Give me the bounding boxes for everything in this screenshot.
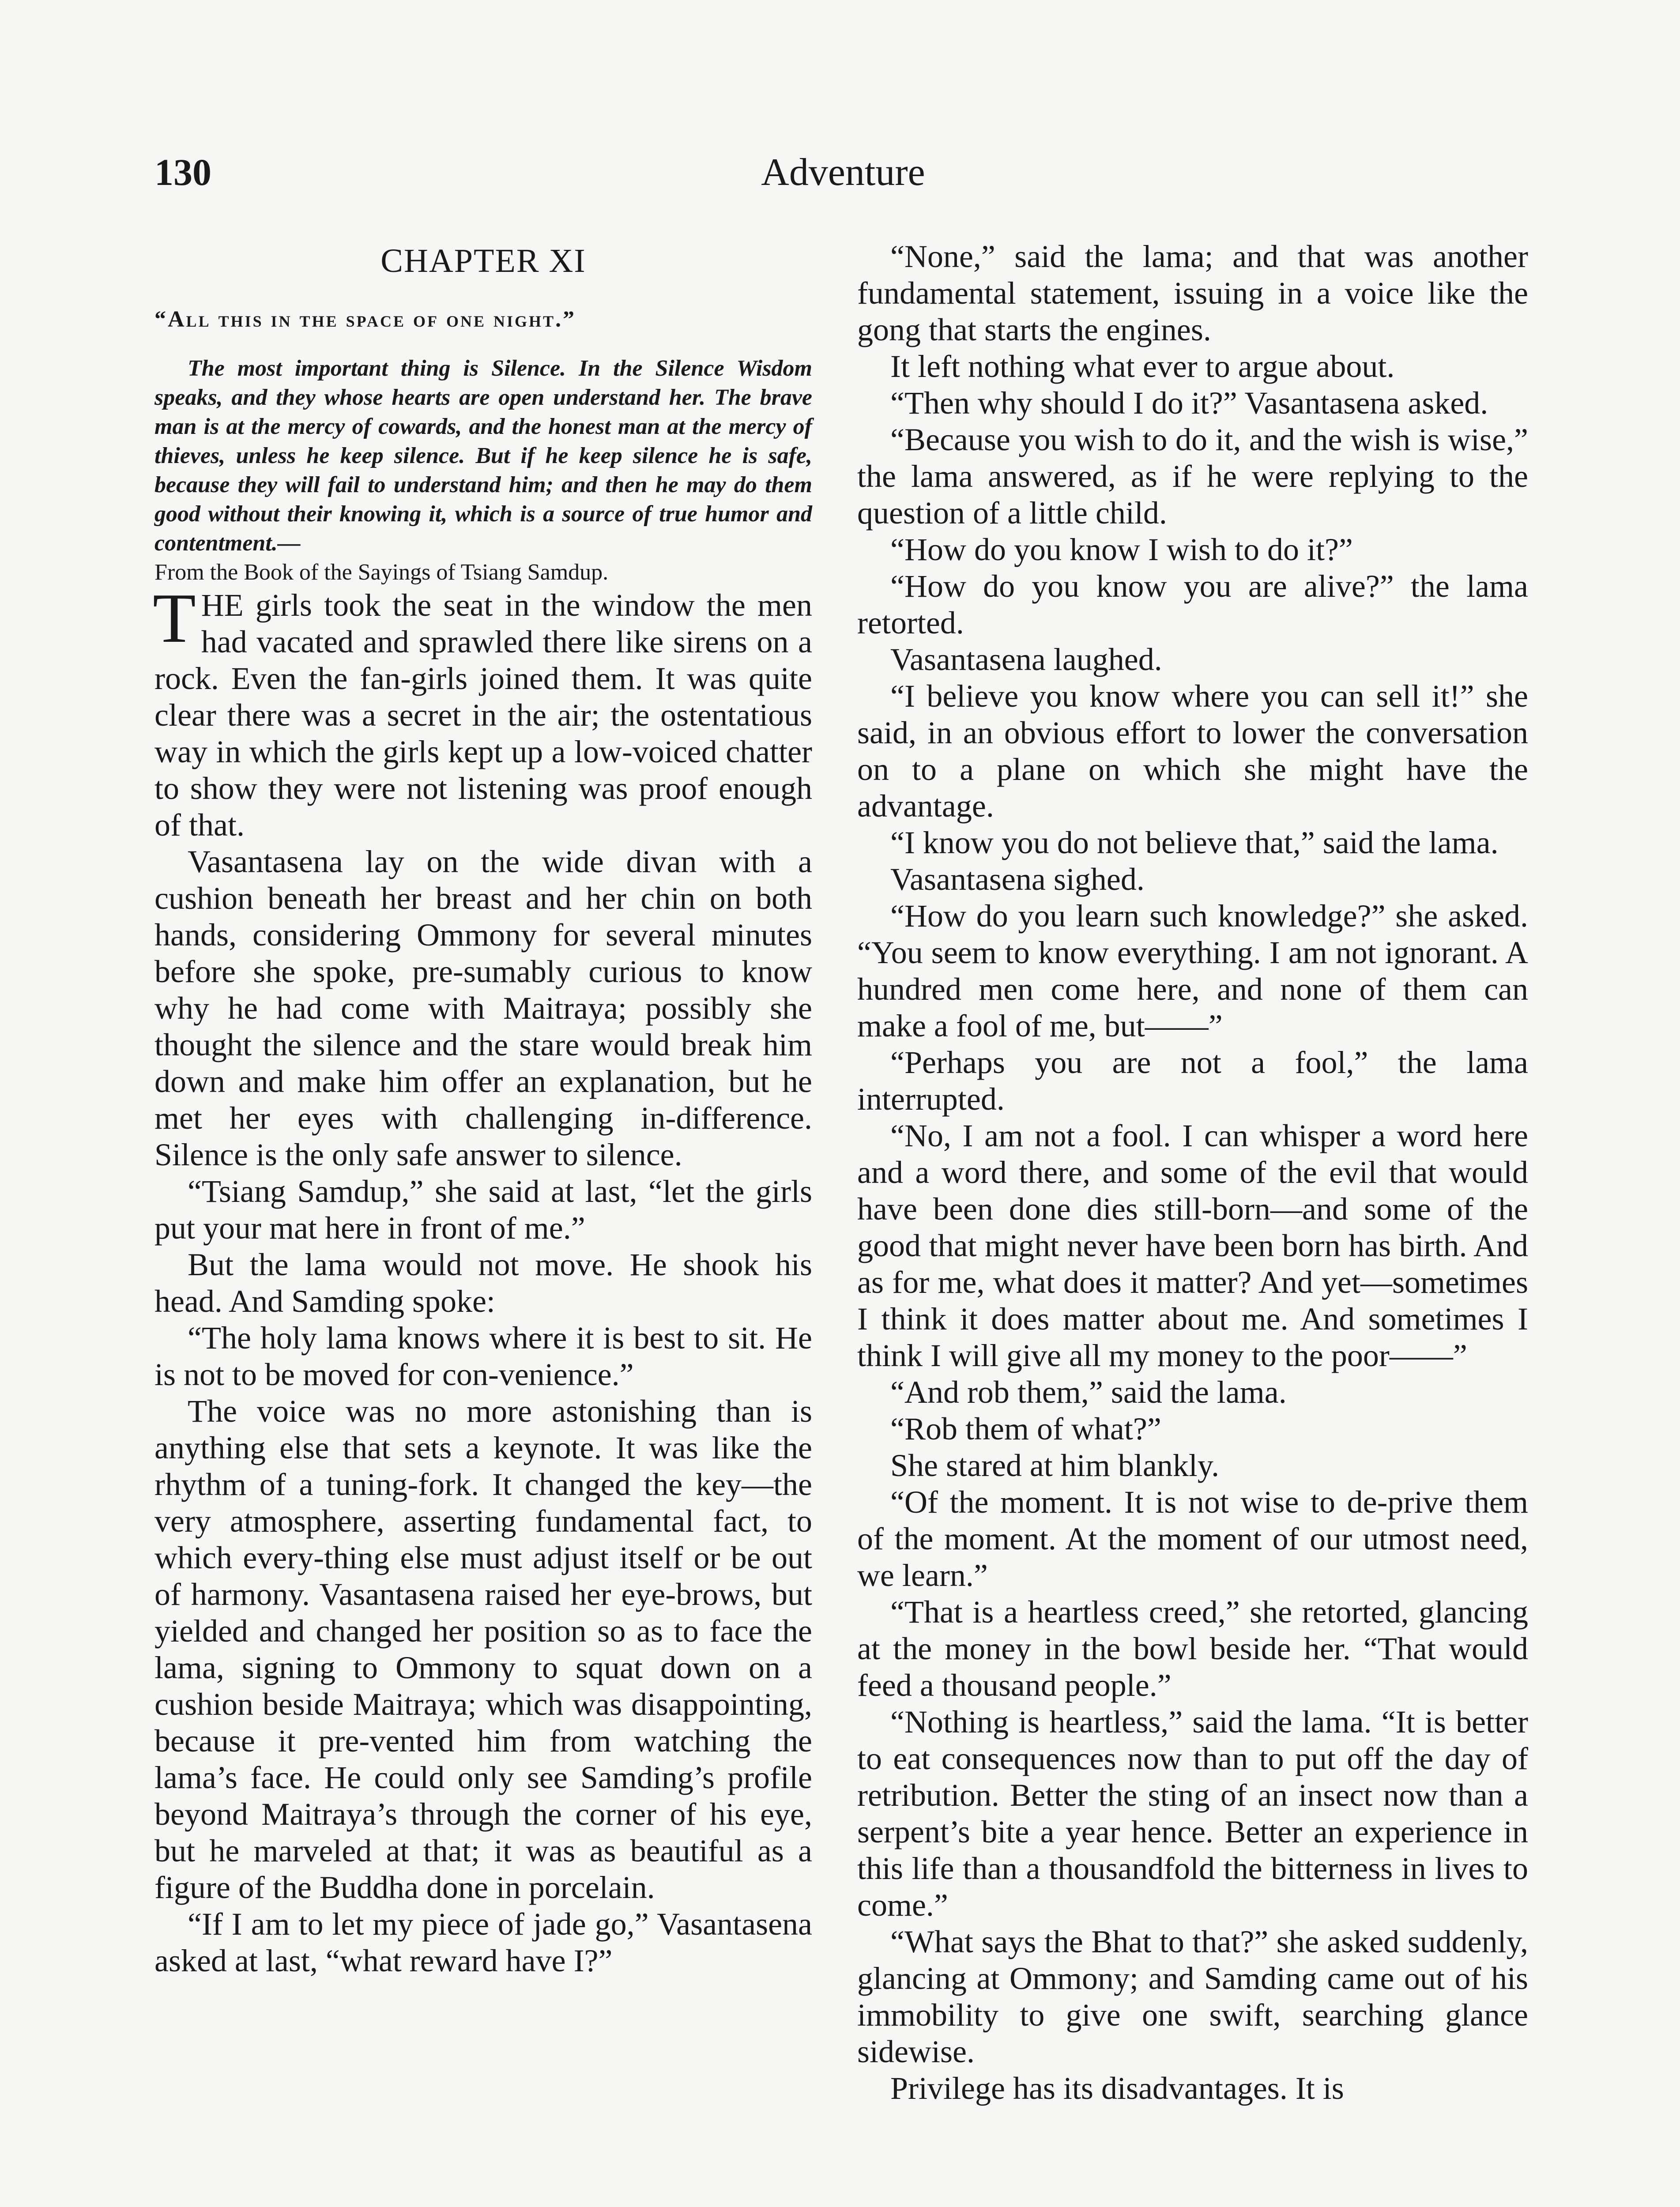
paragraph: “I believe you know where you can sell it!” she said, in an obvious effort to lower the conversation on to a plane on which she might have the advantage.	[857, 678, 1528, 824]
right-column	[857, 238, 1528, 2107]
paragraph: “Then why should I do it?” Vasantasena asked.	[890, 385, 1488, 421]
paragraph: “Nothing is heartless,” said the lama. “It is better to eat consequences now than to put off the day of retribution. Better the sting of an insect now than a serpent’s bite a year hence. Better an experience in this life than a thousandfold the bitterness in lives to come.”	[857, 1704, 1528, 1923]
paragraph: But the lama would not move. He shook his head. And Samding spoke:	[154, 1247, 812, 1319]
paragraph: The voice was no more astonishing than is anything else that sets a keynote. It was like the rhythm of a tuning-fork. It changed the key—the very atmosphere, asserting fundamental fact, to which every-thing else must adjust itself or be out of harmony. Vasantasena raised her eye-brows, but yielded and changed her position so as to face the lama, signing to Ommony to squat down on a cushion beside Maitraya; which was disappointing, because it pre-vented him from watching the lama’s face. He could only see Samding’s profile beyond Maitraya’s through the corner of his eye, but he marveled at that; it was as beautiful as a figure of the Buddha done in porcelain.	[154, 1393, 812, 1905]
paragraph: It left nothing what ever to argue about.	[890, 349, 1395, 384]
paragraph: “Rob them of what?”	[890, 1411, 1161, 1446]
paragraph: “How do you know you are alive?” the lama retorted.	[857, 569, 1528, 640]
paragraph: Vasantasena laughed.	[890, 642, 1162, 677]
chapter-title: CHAPTER XI	[380, 242, 586, 279]
opening-paragraph-text: HE girls took the seat in the window the men had vacated and sprawled there like sirens on a rock. Even the fan-girls joined them. It was quite clear there was a secret in the air; the ostentatious way in which the girls kept up a low-voiced chatter to show they were not listening was proof enough of that.	[154, 588, 812, 843]
paragraph: “Of the moment. It is not wise to de-prive them of the moment. At the moment of our utmost need, we learn.”	[857, 1484, 1528, 1593]
paragraph: Privilege has its disadvantages. It is	[890, 2071, 1344, 2106]
paragraph: “How do you learn such knowledge?” she asked. “You seem to know everything. I am not ignorant. A hundred men come here, and none of them can make a fool of me, but——”	[857, 898, 1528, 1043]
paragraph: “Tsiang Samdup,” she said at last, “let the girls put your mat here in front of me.”	[154, 1174, 812, 1246]
paragraph: “How do you know I wish to do it?”	[890, 532, 1353, 567]
epigraph-source: From the Book of the Sayings of Tsiang Samdup.	[154, 560, 609, 585]
paragraph: She stared at him blankly.	[890, 1448, 1220, 1483]
page-header	[154, 150, 1532, 203]
paragraph: “Perhaps you are not a fool,” the lama interrupted.	[857, 1045, 1528, 1117]
paragraph: Vasantasena lay on the wide divan with a cushion beneath her breast and her chin on both hands, considering Ommony for several minutes before she spoke, pre-sumably curious to know why he had come with Maitraya; possibly she thought the silence and the stare would break him down and make him offer an explanation, but he met her eyes with challenging in-difference. Silence is the only safe answer to silence.	[154, 844, 812, 1172]
paragraph: Vasantasena sighed.	[890, 862, 1145, 897]
paragraph: “What says the Bhat to that?” she asked suddenly, glancing at Ommony; and Samding came out of his immobility to give one swift, searching glance sidewise.	[857, 1924, 1528, 2069]
paragraph: “No, I am not a fool. I can whisper a word here and a word there, and some of the evil that would have been done dies still-born—and some of the good that might never have been born has birth. And as for me, what does it matter? And yet—sometimes I think it does matter about me. And sometimes I think I will give all my money to the poor——”	[857, 1118, 1528, 1373]
left-column	[154, 238, 812, 1979]
paragraph: “If I am to let my piece of jade go,” Vasantasena asked at last, “what reward have I?”	[154, 1906, 812, 1978]
paragraph: “And rob them,” said the lama.	[890, 1375, 1287, 1410]
paragraph: “That is a heartless creed,” she retorted, glancing at the money in the bowl beside her. “That would feed a thousand people.”	[857, 1594, 1528, 1703]
drop-cap: T	[153, 579, 196, 657]
paragraph: “Because you wish to do it, and the wish is wise,” the lama answered, as if he were replying to the question of a little child.	[857, 422, 1528, 531]
chapter-subtitle: “All this in the space of one night.”	[154, 307, 576, 332]
epigraph: The most important thing is Silence. In the Silence Wisdom speaks, and they whose hearts are open understand her. The brave man is at the mercy of cowards, and the honest man at the mercy of thieves, unless he keep silence. But if he keep silence he is safe, because they will fail to understand him; and then he may do them good without their knowing it, which is a source of true humor and contentment.—	[154, 356, 812, 556]
page-number: 130	[154, 151, 211, 193]
paragraph: “I know you do not believe that,” said the lama.	[890, 825, 1499, 860]
paragraph: “The holy lama knows where it is best to sit. He is not to be moved for con-venience.”	[154, 1320, 812, 1392]
running-head: Adventure	[761, 151, 925, 194]
opening-paragraph	[153, 579, 812, 844]
paragraph: “None,” said the lama; and that was another fundamental statement, issuing in a voice like the gong that starts the engines.	[857, 239, 1528, 347]
